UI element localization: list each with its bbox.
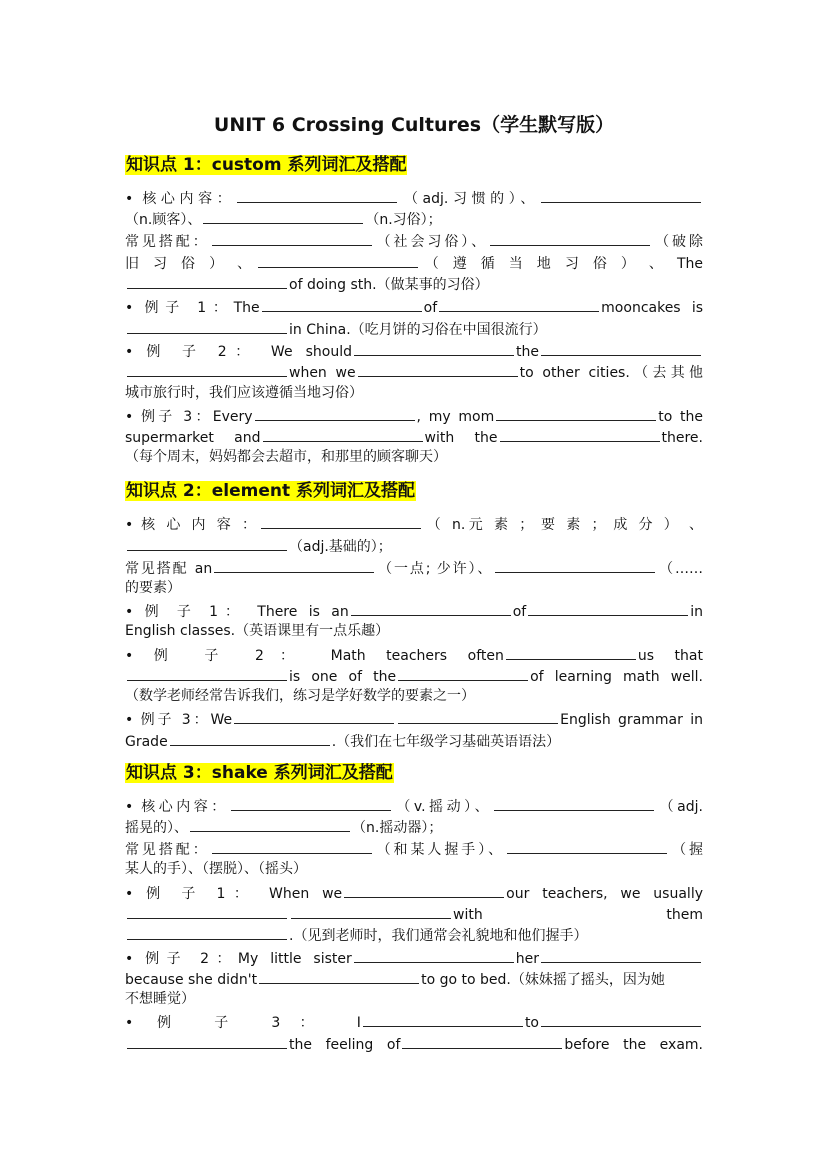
blank[interactable] (358, 361, 518, 377)
s1-example-2-translation: 城市旅行时，我们应该遵循当地习俗） (125, 385, 363, 401)
s1-example-3-translation: （每个周末，妈妈都会去超市，和那里的顾客聊天） (125, 449, 447, 465)
s3-line-4: 某人的手）、（摆脱）、（摇头） (125, 861, 307, 877)
blank[interactable] (363, 1011, 523, 1027)
blank[interactable] (541, 340, 701, 356)
blank[interactable] (354, 947, 514, 963)
blank[interactable] (398, 665, 528, 681)
page-title: UNIT 6 Crossing Cultures（学生默写版） (213, 114, 615, 136)
blank[interactable] (203, 208, 363, 224)
s1-example-2: • 例 子 2： We should the (125, 340, 703, 361)
s2-line-1: • 核 心 内 容 ： （ n.元 素 ； 要 素 ； 成 分 ） 、 (125, 513, 703, 534)
section-1-heading-text: 知识点 1：custom 系列词汇及搭配 (126, 155, 407, 175)
section-3-heading-text: 知识点 3：shake 系列词汇及搭配 (126, 763, 393, 783)
blank[interactable] (351, 600, 511, 616)
s1-line-1: • 核心内容： （adj.习惯的）、 (125, 187, 703, 208)
s2-example-3: • 例子 3：We English grammar in (125, 708, 703, 729)
blank[interactable] (170, 730, 330, 746)
blank[interactable] (262, 296, 422, 312)
blank[interactable] (127, 924, 287, 940)
s1-line-3: 常见搭配： （社会习俗）、 （破除 (125, 230, 703, 251)
blank[interactable] (237, 187, 397, 203)
blank[interactable] (496, 405, 656, 421)
blank[interactable] (500, 426, 660, 442)
s3-example-2: • 例子 2：My little sister her (125, 947, 703, 968)
s3-example-1-translation: .（见到老师时，我们通常会礼貌地和他们握手） (125, 924, 703, 945)
blank[interactable] (528, 600, 688, 616)
blank[interactable] (127, 535, 287, 551)
section-3-heading (125, 762, 394, 784)
s1-example-3-cont: supermarket and with the there. (125, 426, 703, 447)
blank[interactable] (506, 644, 636, 660)
s2-example-1-cont: English classes.（英语课里有一点乐趣） (125, 623, 390, 639)
blank[interactable] (541, 1011, 701, 1027)
s1-example-1: • 例子 1：The of mooncakes is (125, 296, 703, 317)
s2-example-2-cont: is one of the of learning math well. (125, 665, 703, 686)
blank[interactable] (495, 557, 655, 573)
blank[interactable] (214, 557, 374, 573)
blank[interactable] (398, 708, 558, 724)
s1-example-1-cont: in China.（吃月饼的习俗在中国很流行） (125, 318, 703, 339)
s2-line-4: 的要素） (125, 580, 181, 596)
blank[interactable] (231, 795, 391, 811)
s2-example-2-translation: （数学老师经常告诉我们，练习是学好数学的要素之一） (125, 688, 475, 704)
blank[interactable] (541, 947, 701, 963)
blank[interactable] (507, 838, 667, 854)
s1-example-3: • 例子 3：Every , my mom to the (125, 405, 703, 426)
blank[interactable] (234, 708, 394, 724)
s3-line-1: • 核心内容： （v.摇动）、 （adj. (125, 795, 703, 816)
blank[interactable] (127, 361, 287, 377)
blank[interactable] (212, 838, 372, 854)
s1-line-5: of doing sth.（做某事的习俗） (125, 273, 703, 294)
s2-example-2: • 例 子 2： Math teachers often us that (125, 644, 703, 665)
blank[interactable] (212, 230, 372, 246)
blank[interactable] (127, 903, 287, 919)
s2-line-3: 常见搭配 an （一点; 少许）、 （…… (125, 557, 703, 578)
blank[interactable] (190, 816, 350, 832)
blank[interactable] (263, 426, 423, 442)
s3-example-2-cont: because she didn't to go to bed.（妹妹摇了摇头，因为她 (125, 968, 703, 989)
s3-example-2-translation: 不想睡觉） (125, 991, 195, 1007)
s1-line-4: 旧 习 俗 ） 、 （ 遵 循 当 地 习 俗 ） 、 The (125, 252, 703, 273)
blank[interactable] (344, 882, 504, 898)
s3-line-2: 摇晃的）、 （n.摇动器）； (125, 816, 703, 837)
section-1-heading (125, 154, 407, 176)
section-2-heading (125, 480, 416, 502)
s3-example-3-cont: the feeling of before the exam. (125, 1033, 703, 1054)
blank[interactable] (354, 340, 514, 356)
blank[interactable] (127, 1033, 287, 1049)
blank[interactable] (127, 665, 287, 681)
section-2-heading-text: 知识点 2：element 系列词汇及搭配 (126, 481, 416, 501)
blank[interactable] (439, 296, 599, 312)
blank[interactable] (494, 795, 654, 811)
s1-line-2: （n.顾客）、 （n.习俗）； (125, 208, 703, 229)
blank[interactable] (259, 968, 419, 984)
blank[interactable] (541, 187, 701, 203)
blank[interactable] (127, 273, 287, 289)
blank[interactable] (258, 252, 418, 268)
s2-example-3-cont: Grade .（我们在七年级学习基础英语语法） (125, 730, 703, 751)
s3-example-3: • 例 子 3： I to (125, 1011, 703, 1032)
s1-example-2-cont: when we to other cities.（去其他 (125, 361, 703, 382)
s2-example-1: • 例 子 1： There is an of in (125, 600, 703, 621)
blank[interactable] (490, 230, 650, 246)
blank[interactable] (291, 903, 451, 919)
s3-line-3: 常见搭配： （和某人握手）、 （握 (125, 838, 703, 859)
blank[interactable] (261, 513, 421, 529)
blank[interactable] (255, 405, 415, 421)
blank[interactable] (402, 1033, 562, 1049)
s3-example-1: • 例 子 1： When we our teachers, we usually (125, 882, 703, 903)
s3-example-1-cont: with them (125, 903, 703, 924)
blank[interactable] (127, 318, 287, 334)
s2-line-2: （adj.基础的）； (125, 535, 703, 556)
